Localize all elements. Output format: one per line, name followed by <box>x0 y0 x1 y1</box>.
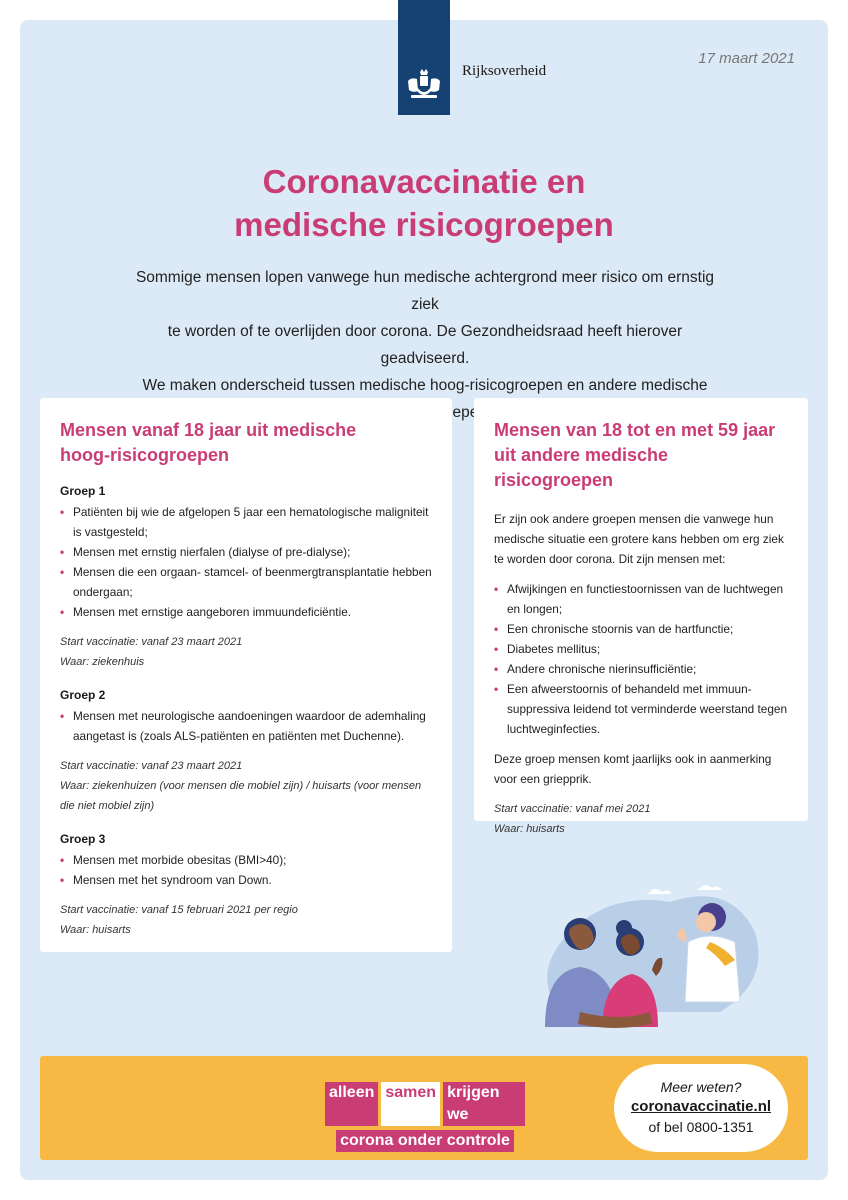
vaccination-info <box>494 799 788 839</box>
page-title <box>0 160 848 246</box>
group-2 <box>60 688 432 816</box>
location: Waar: huisarts <box>494 823 565 835</box>
vaccination-info <box>60 632 432 672</box>
list-item: • Mensen met het syndroom van Down. <box>60 870 432 890</box>
card-heading <box>60 418 432 468</box>
list-item: • Andere chronische nierinsufficiëntie; <box>494 659 788 679</box>
list-item: • Mensen met ernstig nierfalen (dialyse of pre-dialyse); <box>60 542 432 562</box>
campaign-slogan <box>325 1082 525 1156</box>
other-risk-groups-card <box>474 398 808 835</box>
card-intro: Er zijn ook andere groepen mensen die vanwege hun medische situatie een grotere kans hebben om erg ziek te worden door corona. Dit zijn mensen met: <box>494 512 784 566</box>
condition-list <box>60 502 432 622</box>
vaccination-info <box>60 756 432 816</box>
people-consultation-illustration <box>520 862 770 1032</box>
intro-line: Sommige mensen lopen vanwege hun medische achtergrond meer risico om ernstig ziek <box>135 269 715 313</box>
list-item: • Een afweerstoornis of behandeld met immuun-suppressiva leidend tot verminderde weerstand tegen luchtweginfecties. <box>494 679 788 739</box>
location: Waar: ziekenhuis <box>60 656 145 668</box>
card-heading-line: hoog-risicogroepen <box>60 445 230 465</box>
slogan-word: krijgen we <box>443 1082 525 1126</box>
condition-list <box>60 706 432 746</box>
title-line-1: Coronavaccinatie en <box>262 163 586 200</box>
start-date: Start vaccinatie: vanaf mei 2021 <box>494 803 651 815</box>
list-item: • Mensen met neurologische aandoeningen waardoor de ademhaling aangetast is (zoals ALS-patiënten en patiënten met Duchenne). <box>60 706 432 746</box>
website-link[interactable]: coronavaccinatie.nl <box>630 1098 772 1115</box>
slogan-word: alleen <box>325 1082 378 1126</box>
footer-banner <box>40 1056 808 1160</box>
condition-list <box>494 579 788 739</box>
list-item: • Patiënten bij wie de afgelopen 5 jaar een hematologische maligniteit is vastgesteld; <box>60 502 432 542</box>
slogan-line <box>325 1130 525 1152</box>
list-item: • Mensen die een orgaan- stamcel- of beenmergtransplantatie hebben ondergaan; <box>60 562 432 602</box>
card-heading <box>494 418 788 493</box>
list-item: • Mensen met morbide obesitas (BMI>40); <box>60 850 432 870</box>
start-date: Start vaccinatie: vanaf 15 februari 2021 per regio <box>60 904 298 916</box>
start-date: Start vaccinatie: vanaf 23 maart 2021 <box>60 636 243 648</box>
card-heading-line: Mensen van 18 tot en met 59 jaar <box>494 420 776 440</box>
phone-number: of bel 0800-1351 <box>648 1119 754 1135</box>
card-heading-line: Mensen vanaf 18 jaar uit medische <box>60 420 357 440</box>
vaccination-info <box>60 900 432 940</box>
flu-shot-note: Deze groep mensen komt jaarlijks ook in aanmerking voor een griepprik. <box>494 752 772 786</box>
list-item: • Diabetes mellitus; <box>494 639 788 659</box>
list-item: • Een chronische stoornis van de hartfunctie; <box>494 619 788 639</box>
logo-wordmark: Rijksoverheid <box>462 63 547 79</box>
intro-line: We maken onderscheid tussen medische hoog-risicogroepen en andere medische <box>142 377 708 394</box>
high-risk-groups-card <box>40 398 452 952</box>
location: Waar: ziekenhuizen (voor mensen die mobiel zijn) / huisarts (voor mensen die niet mobiel zijn) <box>60 780 422 812</box>
title-line-2: medische risicogroepen <box>234 206 614 243</box>
location: Waar: huisarts <box>60 924 131 936</box>
intro-line: te worden of te overlijden door corona. De Gezondheidsraad heeft hierover geadviseerd. <box>167 323 683 367</box>
group-title: Groep 2 <box>60 688 106 702</box>
card-heading-line: uit andere medische risicogroepen <box>494 445 669 490</box>
rijksoverheid-logo <box>398 0 450 115</box>
condition-list <box>60 850 432 890</box>
coat-of-arms-icon <box>405 69 443 101</box>
list-item: • Mensen met ernstige aangeboren immuundeficiëntie. <box>60 602 432 622</box>
group-1 <box>60 484 432 672</box>
slogan-line <box>325 1082 525 1126</box>
slogan-word: samen <box>381 1082 440 1126</box>
start-date: Start vaccinatie: vanaf 23 maart 2021 <box>60 760 243 772</box>
group-3 <box>60 832 432 940</box>
group-title: Groep 1 <box>60 484 106 498</box>
more-info-question: Meer weten? <box>660 1079 742 1095</box>
more-info-bubble <box>614 1064 788 1152</box>
list-item: • Afwijkingen en functiestoornissen van de luchtwegen en longen; <box>494 579 788 619</box>
group-title: Groep 3 <box>60 832 106 846</box>
publication-date: 17 maart 2021 <box>698 50 795 67</box>
slogan-word: corona onder controle <box>336 1130 514 1152</box>
